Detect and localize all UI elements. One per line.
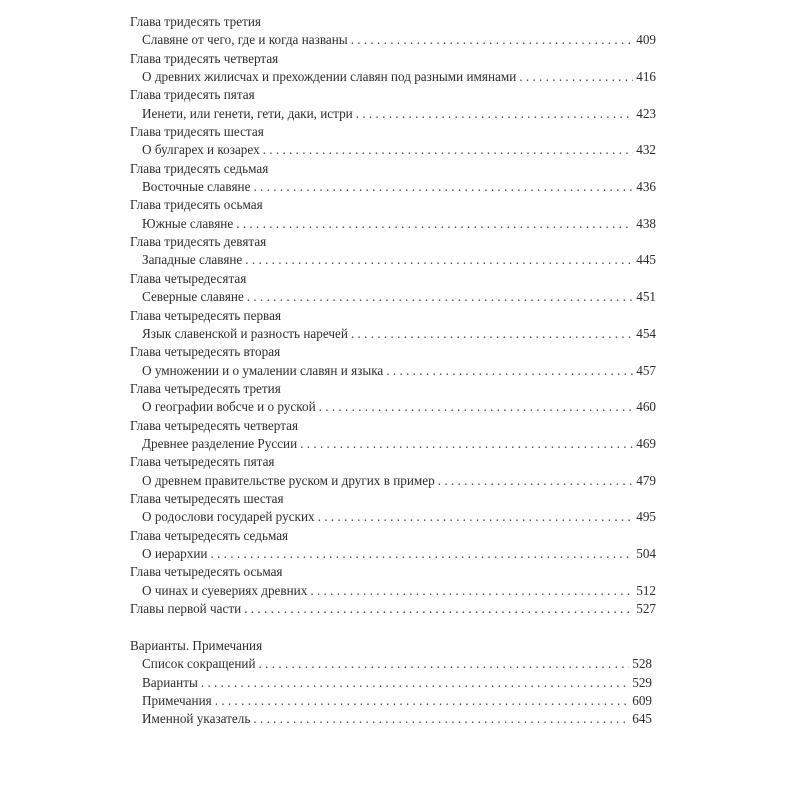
toc-entry[interactable] — [130, 178, 656, 196]
table-of-contents — [130, 13, 656, 729]
dot-leader — [386, 362, 633, 380]
entry-title: О чинах и суевериях древних — [142, 582, 308, 598]
chapter-heading: Глава тридесять осьмая — [130, 197, 263, 213]
entry-title: О умножении и о умалении славян и языка — [142, 362, 384, 378]
appendix-entry[interactable] — [130, 710, 656, 728]
entry-page-number: 445 — [636, 252, 656, 268]
dot-leader — [247, 288, 633, 306]
entry-page-number: 423 — [636, 105, 656, 121]
chapter-group — [130, 453, 656, 490]
chapter-heading: Глава четыредесять третия — [130, 380, 281, 396]
entry-page-number: 454 — [636, 325, 656, 341]
toc-entry[interactable] — [130, 435, 656, 453]
entry-title: Южные славяне — [142, 215, 234, 231]
toc-entry[interactable] — [130, 545, 656, 563]
toc-entry[interactable] — [130, 105, 656, 123]
entry-title: Список сокращений — [142, 656, 256, 672]
entry-page-number: 529 — [632, 674, 652, 690]
entry-title: Варианты — [142, 674, 198, 690]
chapter-group — [130, 343, 656, 380]
appendix-heading: Варианты. Примечания — [130, 637, 263, 653]
toc-entry[interactable] — [130, 288, 656, 306]
chapter-group — [130, 233, 656, 270]
chapter-group — [130, 490, 656, 527]
chapter-group — [130, 13, 656, 50]
entry-title: О булгарех и козарех — [142, 142, 260, 158]
chapter-group — [130, 563, 656, 600]
chapter-list — [130, 13, 656, 600]
chapter-group — [130, 196, 656, 233]
chapter-heading: Глава тридесять седьмая — [130, 160, 269, 176]
appendix-section — [130, 637, 656, 729]
entry-title: О древнем правительстве руском и других в пример — [142, 472, 435, 488]
entry-page-number: 479 — [636, 472, 656, 488]
dot-leader — [356, 105, 634, 123]
chapter-heading: Глава четыредесять пятая — [130, 454, 275, 470]
chapter-heading: Глава тридесять девятая — [130, 234, 267, 250]
chapter-group — [130, 86, 656, 123]
entry-title: Именной указатель — [142, 711, 251, 727]
toc-entry[interactable] — [130, 472, 656, 490]
toc-entry[interactable] — [130, 141, 656, 159]
dot-leader — [253, 178, 633, 196]
chapter-heading: Глава четыредесять осьмая — [130, 564, 283, 580]
entry-title: Славяне от чего, где и когда названы — [142, 32, 348, 48]
dot-leader — [215, 692, 630, 710]
chapter-heading: Глава четыредесять седьмая — [130, 527, 289, 543]
entry-page-number: 438 — [636, 215, 656, 231]
toc-entry[interactable] — [130, 508, 656, 526]
dot-leader — [351, 31, 634, 49]
chapter-group — [130, 307, 656, 344]
entry-page-number: 436 — [636, 179, 656, 195]
toc-entry[interactable] — [130, 31, 656, 49]
entry-title: Северные славяне — [142, 289, 244, 305]
entry-title: Главы первой части — [130, 601, 242, 616]
dot-leader — [201, 674, 629, 692]
entry-title: Древнее разделение Руссии — [142, 435, 298, 451]
toc-entry[interactable] — [130, 362, 656, 380]
toc-entry[interactable] — [130, 215, 656, 233]
chapter-heading: Глава четыредесять первая — [130, 307, 282, 323]
entry-title: Восточные славяне — [142, 179, 251, 195]
dot-leader — [519, 68, 633, 86]
appendix-entry[interactable] — [130, 655, 656, 673]
dot-leader — [244, 600, 633, 618]
toc-entry[interactable] — [130, 251, 656, 269]
dot-leader — [310, 582, 633, 600]
entry-page-number: 609 — [632, 692, 652, 708]
entry-title: Западные славяне — [142, 252, 243, 268]
appendix-entry-list — [130, 655, 656, 728]
dot-leader — [236, 215, 633, 233]
entry-page-number: 528 — [632, 656, 652, 672]
entry-title: О родослови государей руских — [142, 509, 315, 525]
entry-page-number: 457 — [636, 362, 656, 378]
chapter-heading: Глава четыредесять четвертая — [130, 417, 299, 433]
dot-leader — [438, 472, 634, 490]
entry-title: О иерархии — [142, 545, 208, 561]
chapter-group — [130, 160, 656, 197]
chapter-heading: Глава тридесять третия — [130, 14, 261, 29]
entry-page-number: 432 — [636, 142, 656, 158]
chapter-group — [130, 380, 656, 417]
dot-leader — [245, 251, 633, 269]
chapter-heading: Глава четыредесять шестая — [130, 490, 284, 506]
toc-entry[interactable] — [130, 398, 656, 416]
entry-title: Иенети, или генети, гети, даки, истри — [142, 105, 353, 121]
entry-title: О географии вобсче и о руской — [142, 399, 316, 415]
dot-leader — [210, 545, 633, 563]
entry-page-number: 527 — [636, 601, 656, 616]
toc-entry[interactable] — [130, 582, 656, 600]
appendix-entry[interactable] — [130, 692, 656, 710]
entry-page-number: 416 — [636, 69, 656, 85]
entry-page-number: 460 — [636, 399, 656, 415]
chapter-group — [130, 270, 656, 307]
chapter-group — [130, 123, 656, 160]
chapter-group — [130, 527, 656, 564]
chapter-heading: Глава тридесять пятая — [130, 87, 255, 103]
toc-entry[interactable] — [130, 325, 656, 343]
dot-leader — [263, 141, 634, 159]
toc-entry-summary[interactable] — [130, 600, 656, 618]
dot-leader — [351, 325, 633, 343]
entry-page-number: 409 — [636, 32, 656, 48]
chapter-heading: Глава тридесять шестая — [130, 124, 264, 140]
entry-page-number: 451 — [636, 289, 656, 305]
appendix-entry[interactable] — [130, 674, 656, 692]
chapter-heading: Глава четыредесятая — [130, 270, 247, 286]
chapter-heading: Глава четыредесять вторая — [130, 344, 281, 360]
entry-title: Язык славенской и разность наречей — [142, 325, 348, 341]
dot-leader — [259, 655, 630, 673]
chapter-heading: Глава тридесять четвертая — [130, 50, 279, 66]
dot-leader — [300, 435, 633, 453]
entry-page-number: 495 — [636, 509, 656, 525]
entry-title: Примечания — [142, 692, 212, 708]
chapter-group — [130, 417, 656, 454]
chapter-group — [130, 50, 656, 87]
entry-page-number: 504 — [636, 545, 656, 561]
entry-title: О древних жилисчах и прехождении славян под разными имянами — [142, 69, 517, 85]
dot-leader — [318, 508, 634, 526]
dot-leader — [319, 398, 634, 416]
toc-entry[interactable] — [130, 68, 656, 86]
entry-page-number: 645 — [632, 711, 652, 727]
dot-leader — [253, 710, 629, 728]
entry-page-number: 512 — [636, 582, 656, 598]
entry-page-number: 469 — [636, 435, 656, 451]
